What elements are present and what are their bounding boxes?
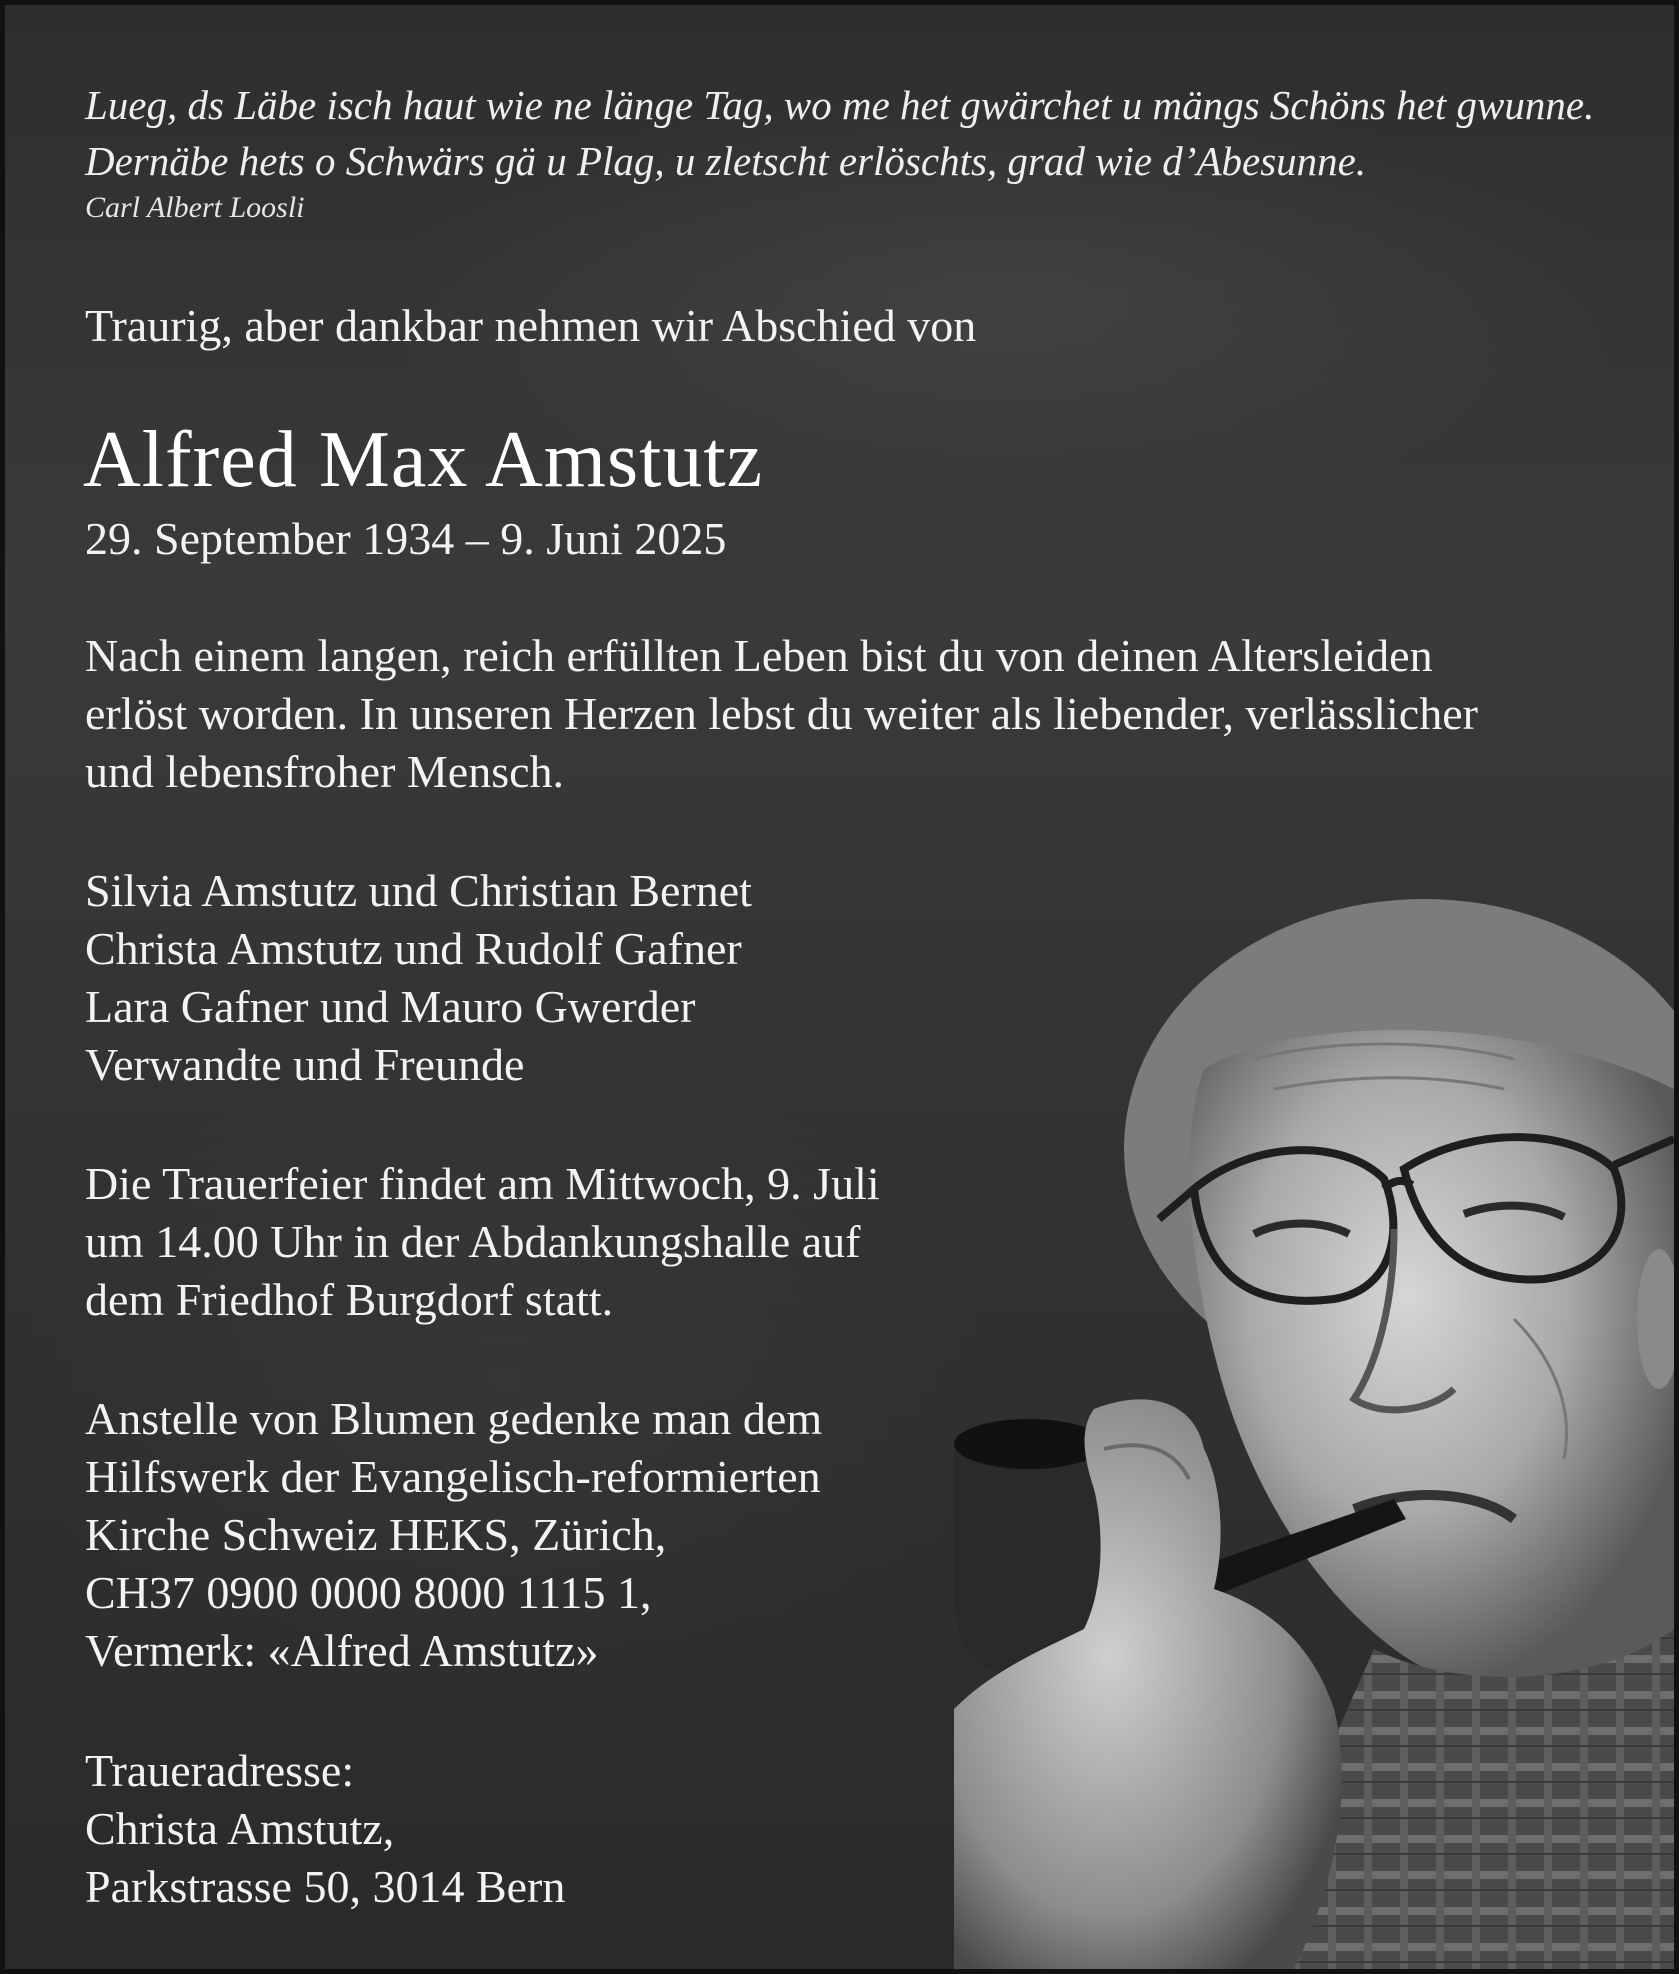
quote-line: Lueg, ds Läbe isch haut wie ne länge Tag, wo me het gwärchet u mängs Schöns het gwunne. (85, 82, 1595, 128)
address-line: Parkstrasse 50, 3014 Bern (85, 1861, 566, 1912)
address-label: Traueradresse: (85, 1745, 355, 1796)
quote-author: Carl Albert Loosli (85, 191, 305, 224)
portrait-photo (954, 889, 1674, 1969)
deceased-name: Alfred Max Amstutz (83, 416, 764, 504)
address-line: Christa Amstutz, (85, 1803, 395, 1854)
mourner-line: Silvia Amstutz und Christian Bernet (85, 865, 752, 916)
donation-line: Vermerk: «Alfred Amstutz» (85, 1625, 599, 1676)
donation-info (85, 1390, 822, 1680)
mourner-line: Lara Gafner und Mauro Gwerder (85, 981, 696, 1032)
donation-iban: CH37 0900 0000 8000 1115 1, (85, 1567, 652, 1618)
message-line: und lebensfroher Mensch. (85, 746, 565, 797)
donation-line: Kirche Schweiz HEKS, Zürich, (85, 1509, 667, 1560)
message-line: erlöst worden. In unseren Herzen lebst du weiter als liebender, verlässlicher (85, 688, 1478, 739)
memorial-message (85, 627, 1478, 801)
service-line: dem Friedhof Burgdorf statt. (85, 1274, 614, 1325)
quote (85, 77, 1594, 189)
mourners-list (85, 862, 752, 1094)
donation-line: Anstelle von Blumen gedenke man dem (85, 1393, 823, 1444)
life-dates: 29. September 1934 – 9. Juni 2025 (85, 513, 727, 564)
quote-line: Dernäbe hets o Schwärs gä u Plag, u zletscht erlöschts, grad wie d’Abesunne. (85, 138, 1367, 184)
mourner-line: Verwandte und Freunde (85, 1039, 525, 1090)
intro-text: Traurig, aber dankbar nehmen wir Abschied von (85, 300, 977, 351)
mourner-line: Christa Amstutz und Rudolf Gafner (85, 923, 742, 974)
donation-line: Hilfswerk der Evangelisch-reformierten (85, 1451, 821, 1502)
message-line: Nach einem langen, reich erfüllten Leben bist du von deinen Altersleiden (85, 630, 1433, 681)
service-line: um 14.00 Uhr in der Abdankungshalle auf (85, 1216, 861, 1267)
service-line: Die Trauerfeier findet am Mittwoch, 9. Juli (85, 1158, 880, 1209)
funeral-service-info (85, 1155, 880, 1329)
mourning-address (85, 1742, 565, 1916)
